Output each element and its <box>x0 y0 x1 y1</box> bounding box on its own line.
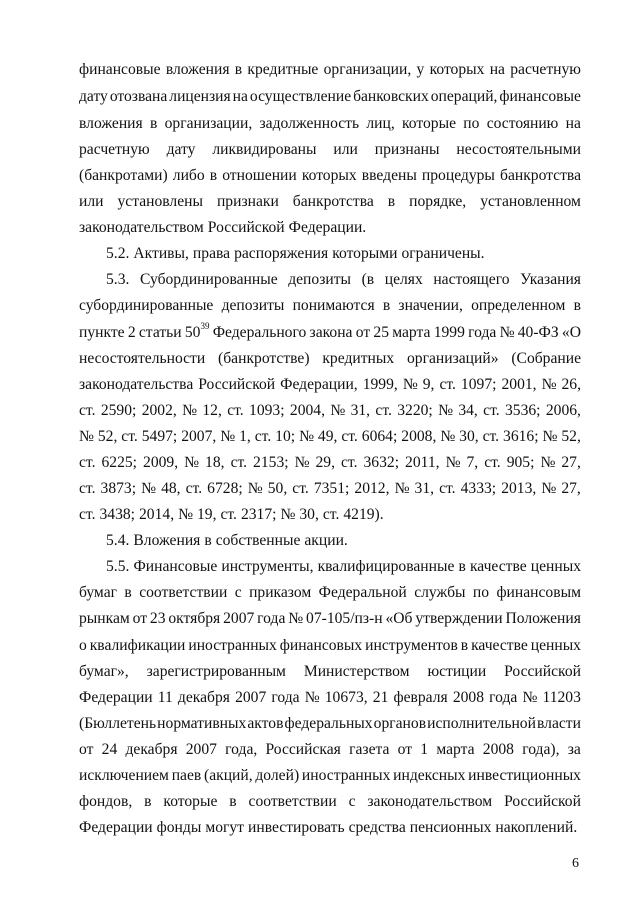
text-line: бумаг в соответствии с приказом Федеральной службы по финансовым <box>79 584 581 601</box>
text-line: 5.4. Вложения в собственные акции. <box>106 532 348 549</box>
text-line: 5.2. Активы, права распоряжения которыми ограничены. <box>106 245 485 262</box>
text-line: законодательства Российской Федерации, 1999, № 9, ст. 1097; 2001, № 26, <box>79 376 581 393</box>
text-line: субординированные депозиты понимаются в значении, определенном в <box>79 297 581 314</box>
text-line: несостоятельности (банкротстве) кредитных организаций» (Собрание <box>79 350 581 367</box>
text-line: 5.5. Финансовые инструменты, квалифицированные в качестве ценных <box>106 558 581 575</box>
text-line: Федерации 11 декабря 2007 года № 10673, 21 февраля 2008 года № 11203 <box>79 689 581 706</box>
text-line: фондов, в которые в соответствии с законодательством Российской <box>79 793 581 810</box>
text-line: расчетную дату ликвидированы или признаны несостоятельными <box>79 141 581 158</box>
text-line: или установлены признаки банкротства в порядке, установленном <box>79 193 581 210</box>
text-line: Федерации фонды могут инвестировать средства пенсионных накоплений. <box>79 819 578 836</box>
text-line: (банкротами) либо в отношении которых введены процедуры банкротства <box>79 167 581 184</box>
text-line: законодательством Российской Федерации. <box>79 219 367 236</box>
text-line: пункте 2 статьи $50^{39}$ Федерального закона от 25 марта 1999 года № 40-ФЗ «О <box>79 320 581 341</box>
footnote-superscript: 39 <box>200 320 210 331</box>
text-line: финансовые вложения в кредитные организации, у которых на расчетную <box>79 61 581 78</box>
page-number: 6 <box>572 856 579 871</box>
text-line: № 52, ст. 5497; 2007, № 1, ст. 10; № 49, ст. 6064; 2008, № 30, ст. 3616; № 52, <box>79 428 581 445</box>
text-line: вложения в организации, задолженность лиц, которые по состоянию на <box>79 115 581 132</box>
text-line: дату отозвана лицензия на осуществление банковских операций, финансовые <box>79 88 581 105</box>
text-line: ст. 3438; 2014, № 19, ст. 2317; № 30, ст. 4219). <box>79 506 384 523</box>
text-line: ст. 6225; 2009, № 18, ст. 2153; № 29, ст. 3632; 2011, № 7, ст. 905; № 27, <box>79 454 581 471</box>
text-line: исключением паев (акций, долей) иностранных индексных инвестиционных <box>79 767 581 784</box>
text-line: бумаг», зарегистрированным Министерством юстиции Российской <box>79 663 581 680</box>
text-line: рынкам от 23 октября 2007 года № 07-105/пз-н «Об утверждении Положения <box>79 610 581 627</box>
text-line: 5.3. Субординированные депозиты (в целях настоящего Указания <box>106 271 581 288</box>
text-line: ст. 3873; № 48, ст. 6728; № 50, ст. 7351; 2012, № 31, ст. 4333; 2013, № 27, <box>79 480 581 497</box>
text-line: ст. 2590; 2002, № 12, ст. 1093; 2004, № 31, ст. 3220; № 34, ст. 3536; 2006, <box>79 402 581 419</box>
text-line: (Бюллетень нормативных актов федеральных органов исполнительной власти <box>79 715 581 732</box>
text-line: о квалификации иностранных финансовых инструментов в качестве ценных <box>79 637 581 654</box>
text-line: от 24 декабря 2007 года, Российская газета от 1 марта 2008 года), за <box>79 741 581 758</box>
